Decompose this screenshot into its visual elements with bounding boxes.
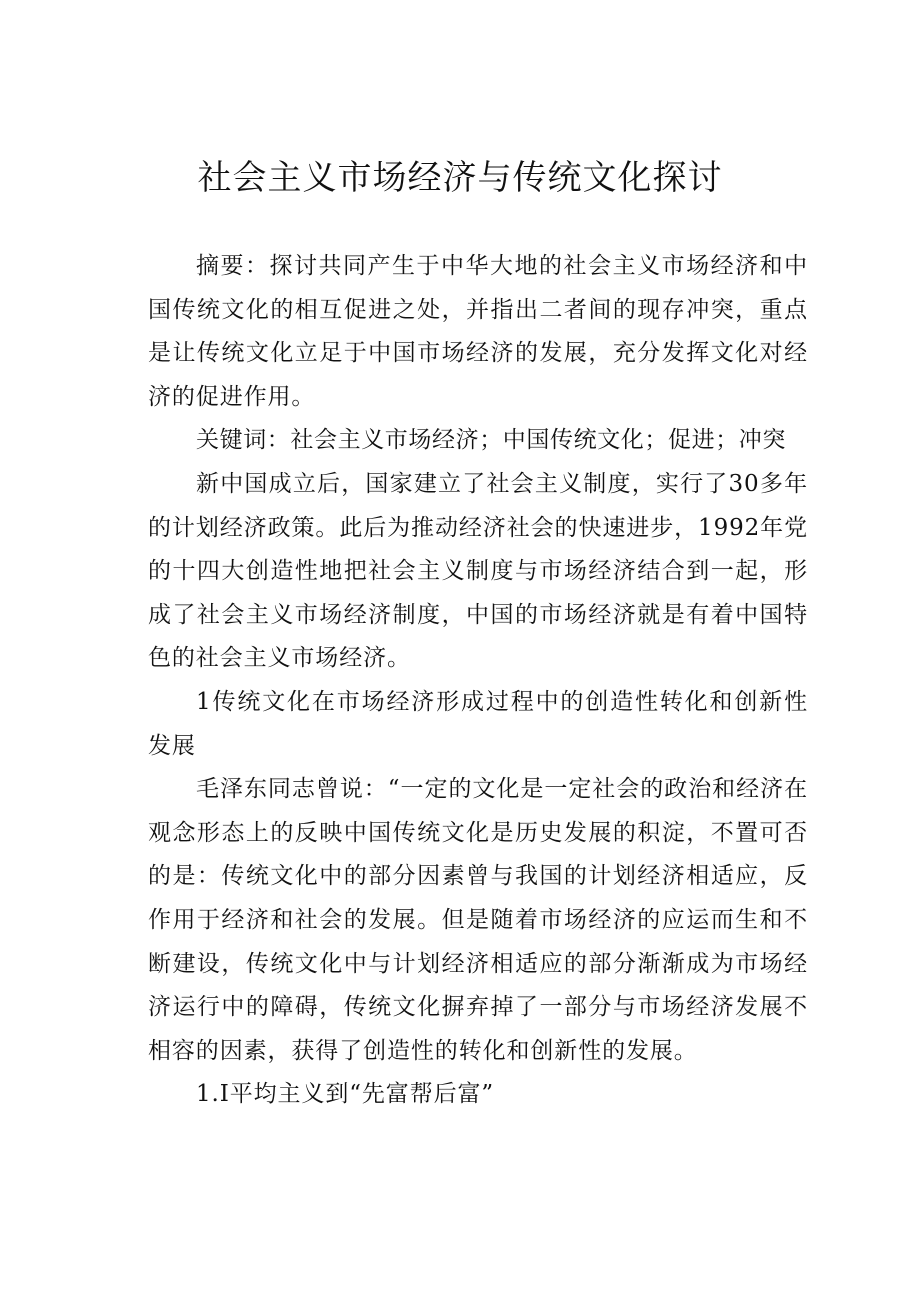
intro-paragraph: 新中国成立后，国家建立了社会主义制度，实行了30多年的计划经济政策。此后为推动经济社会的快速进步，1992年党的十四大创造性地把社会主义制度与市场经济结合到一起，形成了社会主义市场经济制度，中国的市场经济就是有着中国特色的社会主义市场经济。: [148, 470, 808, 672]
subsection-heading: 1.I平均主义到“先富帮后富”: [196, 1081, 495, 1108]
keywords-paragraph: 关键词：社会主义市场经济；中国传统文化；促进；冲突: [196, 427, 786, 454]
section-body-paragraph: 毛泽东同志曾说：“一定的文化是一定社会的政治和经济在观念形态上的反映中国传统文化是历史发展的积淀，不置可否的是：传统文化中的部分因素曾与我国的计划经济相适应，反作用于经济和社会的发展。但是随着市场经济的应运而生和不断建设，传统文化中与计划经济相适应的部分渐渐成为市场经济运行中的障碍，传统文化摒弃掉了一部分与市场经济发展不相容的因素，获得了创造性的转化和创新性的发展。: [148, 776, 808, 1064]
document-title: 社会主义市场经济与传统文化探讨: [197, 158, 723, 198]
abstract-paragraph: 摘要：探讨共同产生于中华大地的社会主义市场经济和中国传统文化的相互促进之处，并指出二者间的现存冲突，重点是让传统文化立足于中国市场经济的发展，充分发挥文化对经济的促进作用。: [148, 253, 808, 410]
document-body: [148, 245, 808, 1117]
section-heading: 1传统文化在市场经济形成过程中的创造性转化和创新性发展: [148, 688, 808, 759]
